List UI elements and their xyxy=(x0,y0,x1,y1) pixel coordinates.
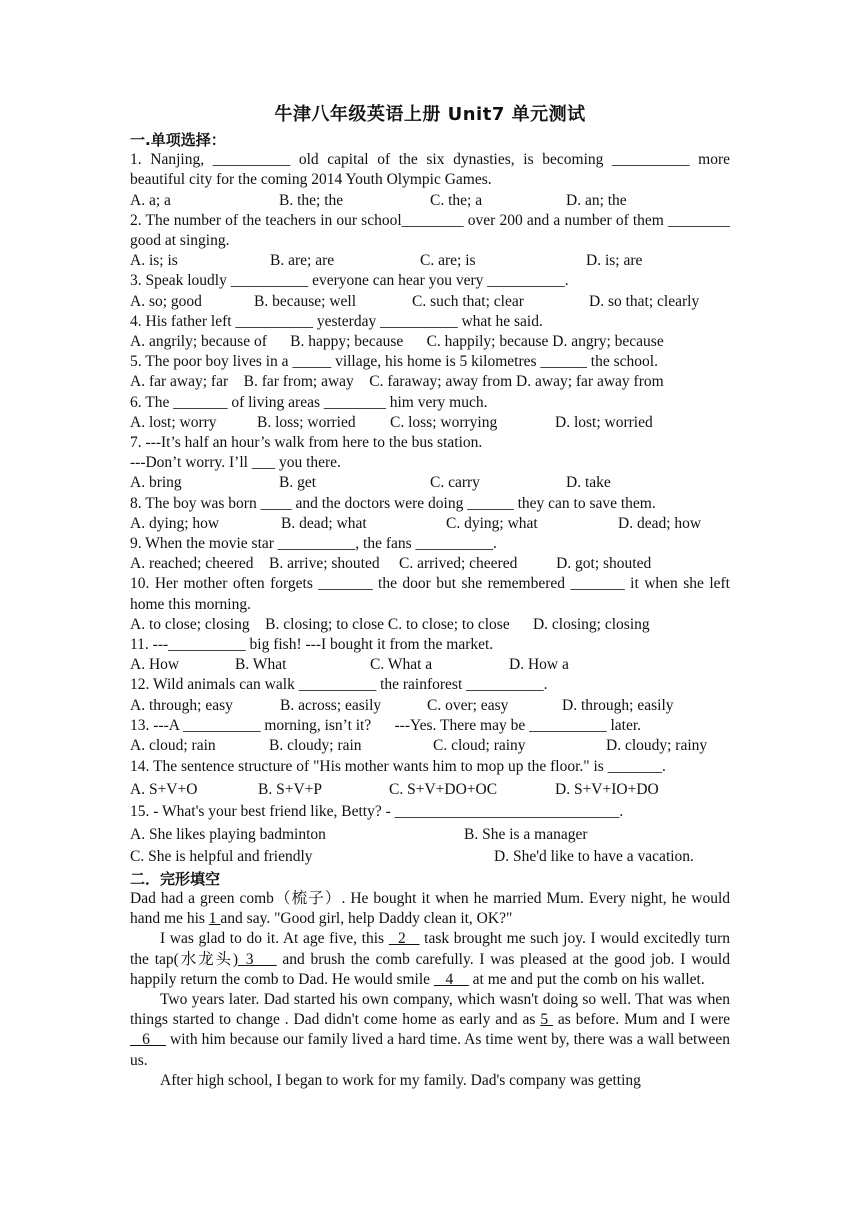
question-13-options xyxy=(130,736,730,756)
paragraph-text: Two years later. Dad started his own company, which wasn't doing so well. That was when things started to change . Dad didn't come home as early and as xyxy=(130,991,730,1029)
question-7-options xyxy=(130,473,730,493)
question-4-options: A. angrily; because of B. happy; because C. happily; because D. angry; because xyxy=(130,333,664,351)
question-12-options xyxy=(130,696,730,716)
option-c: C. carry xyxy=(430,474,480,492)
option-b: B. get xyxy=(279,474,317,492)
option-b: B. She is a manager xyxy=(464,825,588,843)
option-d: D. She'd like to have a vacation. xyxy=(494,848,694,866)
question-12: 12. Wild animals can walk __________ the rainforest __________. xyxy=(130,676,548,694)
option-a: A. cloud; rain xyxy=(130,737,216,755)
question-13: 13. ---A __________ morning, isn’t it? ---Yes. There may be __________ later. xyxy=(130,716,642,734)
question-8-options xyxy=(130,514,730,534)
question-6-options xyxy=(130,413,730,433)
question-5: 5. The poor boy lives in a _____ village, his home is 5 kilometres ______ the school. xyxy=(130,353,658,371)
option-a: A. S+V+O xyxy=(130,780,198,798)
option-d: D. cloudy; rainy xyxy=(606,737,708,755)
option-d: D. S+V+IO+DO xyxy=(555,780,659,798)
option-a: A. is; is xyxy=(130,252,178,270)
blank-2: 2 xyxy=(388,930,420,948)
paragraph-text: as before. Mum and I were xyxy=(553,1011,730,1029)
option-a: A. bring xyxy=(130,474,182,492)
question-9: 9. When the movie star __________, the fans __________. xyxy=(130,535,497,553)
question-15: 15. - What's your best friend like, Betty? - _____________________________. xyxy=(130,803,624,821)
question-6: 6. The _______ of living areas ________ him very much. xyxy=(130,393,488,411)
option-d: D. dead; how xyxy=(618,514,702,532)
blank-6: 6 xyxy=(130,1031,166,1049)
cloze-paragraph-1 xyxy=(130,889,730,929)
option-d: D. an; the xyxy=(566,191,627,209)
option-d: D. so that; clearly xyxy=(589,292,700,310)
paragraph-text: at me and put the comb on his wallet. xyxy=(468,970,705,988)
blank-1: 1 xyxy=(208,910,221,928)
question-14-options xyxy=(130,779,730,802)
option-c: C. What a xyxy=(370,656,433,674)
section-heading-single-choice: 一.单项选择： xyxy=(130,131,226,149)
question-14: 14. The sentence structure of "His mother wants him to mop up the floor." is _______. xyxy=(130,758,666,776)
paragraph-text: and brush the comb carefully. I was pleased at the good job. I would happily return the comb to Dad. He would smile xyxy=(130,950,730,988)
option-d: D. lost; worried xyxy=(555,413,653,431)
option-b: B. loss; worried xyxy=(257,413,356,431)
option-c: C. S+V+DO+OC xyxy=(389,780,498,798)
option-c: C. loss; worrying xyxy=(390,413,498,431)
question-15-options-row-2 xyxy=(130,846,730,869)
option-c: C. over; easy xyxy=(427,696,509,714)
question-11: 11. ---__________ big fish! ---I bought it from the market. xyxy=(130,636,494,654)
cloze-paragraph-3 xyxy=(130,990,730,1071)
question-5-options: A. far away; far B. far from; away C. faraway; away from D. away; far away from xyxy=(130,373,664,391)
question-15-options-row-1 xyxy=(130,824,730,847)
blank-3: _3 xyxy=(238,950,277,968)
paragraph-text: I was glad to do it. At age five, this xyxy=(160,930,389,948)
question-9-options: A. reached; cheered B. arrive; shouted C. arrived; cheered D. got; shouted xyxy=(130,555,652,573)
question-7-line-2: ---Don’t worry. I’ll ___ you there. xyxy=(130,454,341,472)
option-d: D. through; easily xyxy=(562,696,674,714)
question-11-options xyxy=(130,655,730,675)
option-c: C. cloud; rainy xyxy=(433,737,526,755)
option-c: C. are; is xyxy=(420,252,476,270)
question-10-options: A. to close; closing B. closing; to close C. to close; to close D. closing; closing xyxy=(130,615,650,633)
option-a: A. so; good xyxy=(130,292,202,310)
option-b: B. are; are xyxy=(270,252,335,270)
paragraph-text: task brought me such joy. I would excitedly turn the tap(水龙头) xyxy=(130,930,730,968)
cloze-paragraph-4: After high school, I began to work for my family. Dad's company was getting xyxy=(160,1071,641,1089)
question-3: 3. Speak loudly __________ everyone can hear you very __________. xyxy=(130,272,569,290)
option-b: B. What xyxy=(235,656,287,674)
option-b: B. S+V+P xyxy=(258,780,323,798)
page-title: 牛津八年级英语上册 Unit7 单元测试 xyxy=(274,104,586,125)
option-c: C. She is helpful and friendly xyxy=(130,848,313,866)
option-a: A. dying; how xyxy=(130,514,220,532)
option-d: D. is; are xyxy=(586,252,643,270)
blank-5: 5 xyxy=(540,1011,553,1029)
question-2-options xyxy=(130,251,730,271)
option-d: D. How a xyxy=(509,656,569,674)
option-b: B. because; well xyxy=(254,292,357,310)
question-4: 4. His father left __________ yesterday __________ what he said. xyxy=(130,312,543,330)
question-8: 8. The boy was born ____ and the doctors were doing ______ they can to save them. xyxy=(130,494,656,512)
cloze-paragraph-2 xyxy=(130,929,730,990)
option-b: B. across; easily xyxy=(280,696,382,714)
option-c: C. such that; clear xyxy=(412,292,524,310)
option-b: B. dead; what xyxy=(281,514,367,532)
option-b: B. the; the xyxy=(279,191,344,209)
question-7-line-1: 7. ---It’s half an hour’s walk from here to the bus station. xyxy=(130,434,483,452)
paragraph-text: Dad had a green comb（梳子）. He bought it when he married Mum. Every night, he would hand me his xyxy=(130,890,730,928)
option-a: A. through; easy xyxy=(130,696,233,714)
option-b: B. cloudy; rain xyxy=(269,737,362,755)
paragraph-text: with him because our family lived a hard time. As time went by, there was a wall between us. xyxy=(130,1031,731,1069)
blank-4: 4 xyxy=(433,970,469,988)
paragraph-text: and say. "Good girl, help Daddy clean it, OK?" xyxy=(220,910,513,928)
question-3-options xyxy=(130,292,730,312)
question-2: 2. The number of the teachers in our school________ over 200 and a number of them ________ good at singing. xyxy=(130,211,730,250)
option-a: A. She likes playing badminton xyxy=(130,825,326,843)
option-d: D. take xyxy=(566,474,611,492)
option-c: C. dying; what xyxy=(446,514,538,532)
question-1-options xyxy=(130,191,730,211)
question-1: 1. Nanjing, __________ old capital of the six dynasties, is becoming __________ more beautiful city for the coming 2014 Youth Olympic Games. xyxy=(130,151,730,189)
section-heading-cloze: 二．完形填空 xyxy=(130,869,221,888)
option-a: A. How xyxy=(130,656,180,674)
question-10: 10. Her mother often forgets _______ the door but she remembered _______ it when she left home this morning. xyxy=(130,575,730,613)
option-c: C. the; a xyxy=(430,191,483,209)
option-a: A. a; a xyxy=(130,191,171,209)
document-page xyxy=(130,100,730,1091)
option-a: A. lost; worry xyxy=(130,413,217,431)
